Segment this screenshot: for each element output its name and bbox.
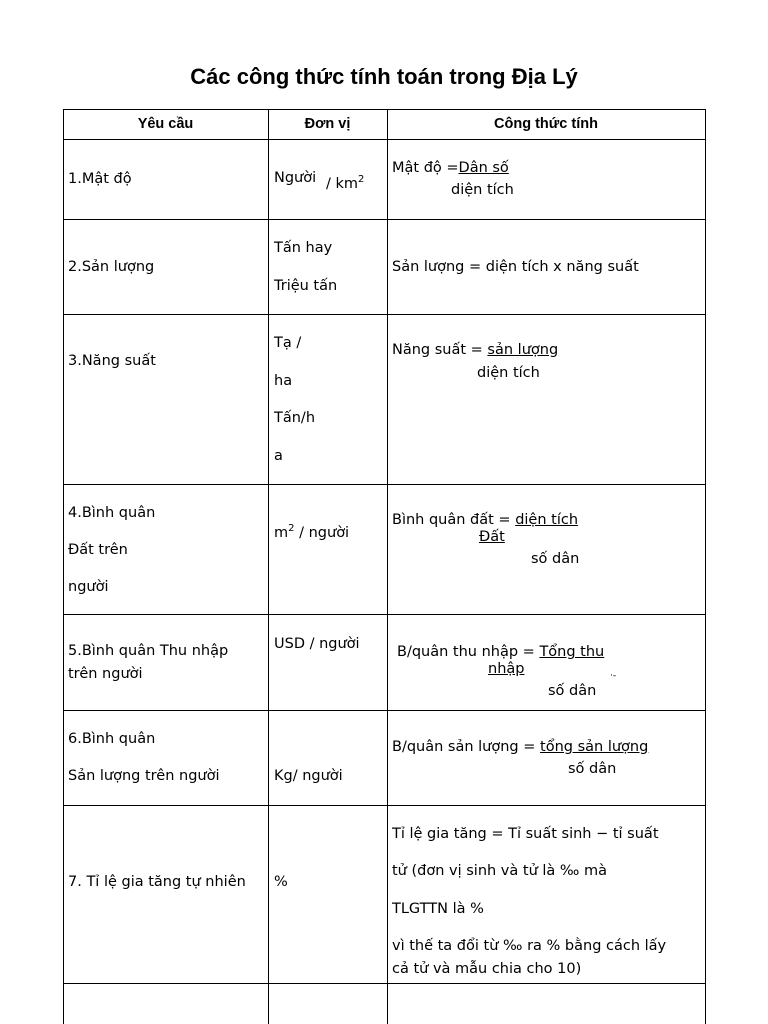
requirement-cell: 4.Bình quân — [68, 505, 156, 521]
requirement-cell: 6.Bình quân — [68, 731, 156, 747]
unit-cell: USD / người — [274, 636, 360, 652]
unit-cell: Tấn/h — [274, 410, 316, 426]
formula-cell: Mật độ =Dân số — [392, 160, 509, 176]
table-divider — [63, 710, 706, 711]
formula-cell: Bình quân đất = diện tích — [392, 512, 579, 528]
header-requirement: Yêu cầu — [137, 116, 194, 132]
unit-cell: % — [274, 874, 288, 890]
unit-cell: ha — [274, 373, 293, 389]
table-divider — [63, 805, 706, 806]
formula-denominator: số dân — [531, 551, 580, 567]
formula-denominator: số dân — [568, 761, 617, 777]
requirement-cell: Sản lượng trên người — [68, 768, 220, 784]
formula-numerator: nhập — [488, 661, 525, 677]
unit-cell: Triệu tấn — [274, 278, 338, 294]
formula-cell: Năng suất = sản lượng — [392, 342, 559, 358]
page-title: Các công thức tính toán trong Địa Lý — [190, 64, 578, 89]
unit-cell: a — [274, 448, 283, 464]
formula-line: tử (đơn vị sinh và tử là ‰ mà — [392, 863, 607, 879]
formula-line: vì thế ta đổi từ ‰ ra % bằng cách lấy — [392, 938, 667, 954]
table-divider — [63, 983, 706, 984]
table-column-divider — [387, 109, 388, 1024]
header-formula: Công thức tính — [494, 116, 598, 132]
formula-denominator: diện tích — [477, 365, 540, 381]
unit-cell: Kg/ người — [274, 768, 343, 784]
formula-denominator: số dân — [548, 683, 597, 699]
table-border-left — [63, 109, 64, 1024]
requirement-cell: người — [68, 579, 109, 595]
unit-cell: Tấn hay — [274, 240, 333, 256]
requirement-cell: Đất trên — [68, 542, 128, 558]
table-divider — [63, 614, 706, 615]
requirement-cell: 5.Bình quân Thu nhập — [68, 643, 229, 659]
unit-cell: Tạ / — [274, 335, 302, 351]
table-column-divider — [268, 109, 269, 1024]
table-border-right — [705, 109, 706, 1024]
formula-line: TLGTTN là % — [392, 901, 484, 917]
table-divider — [63, 139, 706, 140]
requirement-cell: 2.Sản lượng — [68, 259, 155, 275]
table-divider — [63, 314, 706, 315]
unit-cell: / $km^2$ — [326, 174, 365, 192]
formula-line: cả tử và mẫu chia cho 10) — [392, 961, 582, 977]
table-border-top — [63, 109, 706, 110]
formula-mark: ·- — [610, 671, 617, 681]
unit-cell: Người — [274, 170, 317, 186]
formula-numerator: Đất — [479, 529, 505, 545]
requirement-cell: 3.Năng suất — [68, 353, 156, 369]
requirement-cell: 1.Mật độ — [68, 171, 132, 187]
formula-line: Tỉ lệ gia tăng = Tỉ suất sinh − tỉ suất — [392, 826, 659, 842]
table-divider — [63, 219, 706, 220]
requirement-cell: 7. Tỉ lệ gia tăng tự nhiên — [68, 874, 246, 890]
header-unit: Đơn vị — [304, 116, 351, 132]
table-divider — [63, 484, 706, 485]
formula-denominator: diện tích — [451, 182, 514, 198]
formula-cell: Sản lượng = diện tích x năng suất — [392, 259, 639, 275]
formula-cell: B/quân thu nhập = Tổng thu — [397, 644, 605, 660]
formula-cell: B/quân sản lượng = tổng sản lượng — [392, 739, 649, 755]
requirement-cell: trên người — [68, 666, 143, 682]
unit-cell: $m^2$ / người — [274, 523, 350, 541]
